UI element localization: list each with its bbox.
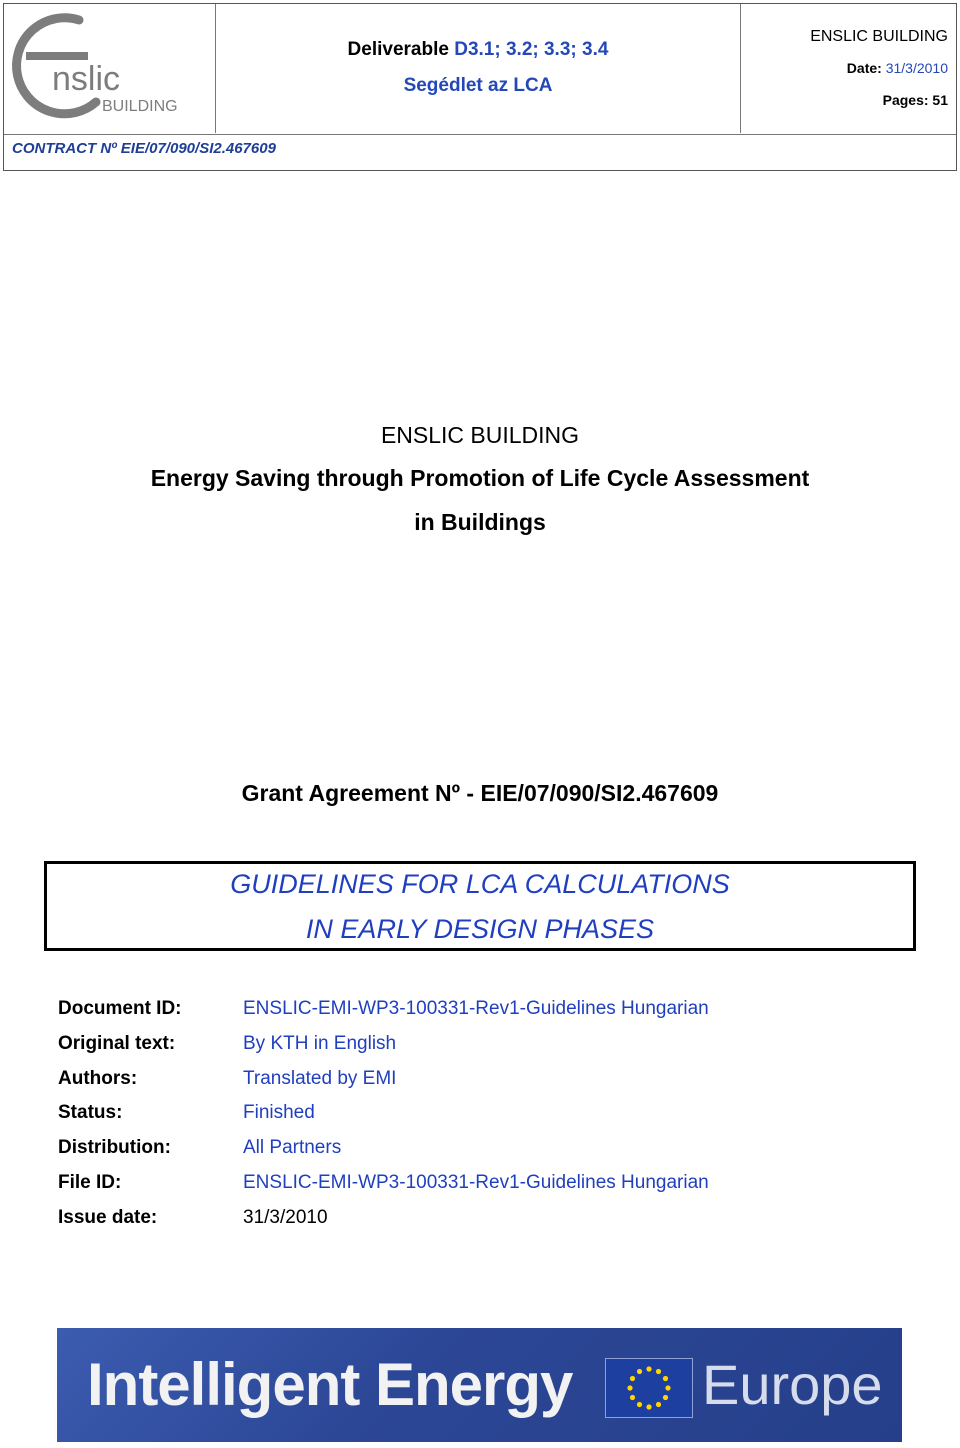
meta-label: Status: bbox=[58, 1102, 123, 1123]
deliverable-label: Deliverable bbox=[347, 39, 449, 60]
meta-value: All Partners bbox=[243, 1137, 342, 1158]
contract-number: CONTRACT Nº EIE/07/090/SI2.467609 bbox=[12, 140, 276, 157]
meta-value: ENSLIC-EMI-WP3-100331-Rev1-Guidelines Hungarian bbox=[243, 998, 709, 1019]
logo-cell bbox=[4, 4, 216, 133]
meta-label: Authors: bbox=[58, 1068, 138, 1089]
logo-main-text: nslic bbox=[52, 60, 121, 98]
intelligent-energy-europe-banner bbox=[57, 1328, 902, 1442]
deliverable-value: D3.1; 3.2; 3.3; 3.4 bbox=[454, 39, 609, 60]
header-divider bbox=[4, 134, 956, 135]
meta-value: By KTH in English bbox=[243, 1033, 397, 1054]
project-full-name-line1: Energy Saving through Promotion of Life Cycle Assessment bbox=[150, 465, 810, 491]
deliverable-cell bbox=[216, 4, 741, 133]
eu-stars-icon bbox=[606, 1359, 692, 1417]
deliverable-line bbox=[216, 39, 740, 61]
project-title: ENSLIC BUILDING bbox=[380, 422, 580, 448]
banner-text-left: Intelligent Energy bbox=[87, 1351, 573, 1418]
meta-value: Finished bbox=[243, 1102, 315, 1123]
meta-label: Document ID: bbox=[58, 998, 182, 1019]
document-title-box bbox=[44, 861, 916, 951]
pages-count: Pages: 51 bbox=[882, 92, 948, 108]
banner-text-right: Europe bbox=[702, 1353, 883, 1416]
meta-value: Translated by EMI bbox=[243, 1068, 397, 1089]
enslic-logo bbox=[4, 4, 216, 133]
date-line bbox=[847, 60, 948, 76]
project-full-name-line2: in Buildings bbox=[414, 509, 546, 535]
deliverable-subtitle: Segédlet az LCA bbox=[403, 75, 553, 96]
logo-sub-text: BUILDING bbox=[102, 98, 178, 115]
meta-label: File ID: bbox=[58, 1172, 122, 1193]
project-name: ENSLIC BUILDING bbox=[810, 28, 948, 45]
meta-label: Distribution: bbox=[58, 1137, 171, 1158]
eu-flag-icon bbox=[605, 1358, 693, 1418]
meta-value: 31/3/2010 bbox=[243, 1207, 328, 1228]
meta-label: Issue date: bbox=[58, 1207, 158, 1228]
meta-value: ENSLIC-EMI-WP3-100331-Rev1-Guidelines Hungarian bbox=[243, 1172, 709, 1193]
document-title-line1: GUIDELINES FOR LCA CALCULATIONS bbox=[230, 869, 730, 899]
date-value: 31/3/2010 bbox=[885, 60, 948, 76]
date-label: Date: bbox=[846, 60, 882, 76]
meta-label: Original text: bbox=[58, 1033, 176, 1054]
grant-agreement: Grant Agreement Nº - EIE/07/090/SI2.467609 bbox=[241, 780, 719, 806]
header-top-row bbox=[4, 4, 956, 134]
info-cell bbox=[741, 4, 956, 133]
document-title-line2: IN EARLY DESIGN PHASES bbox=[305, 914, 655, 944]
document-header bbox=[3, 3, 957, 171]
